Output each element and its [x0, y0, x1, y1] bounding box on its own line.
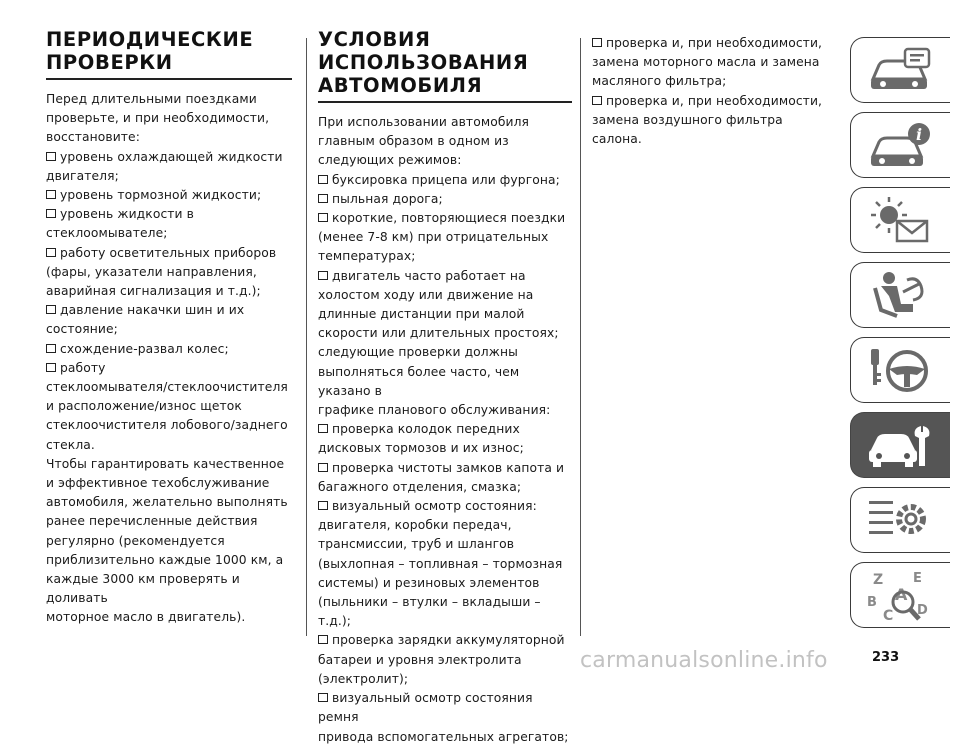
checklist-item-line — [318, 267, 572, 286]
checklist-continued — [592, 34, 832, 149]
checklist-item-text: стеклоомывателя/стеклоочистителя — [46, 380, 288, 395]
checklist-item-text: схождение-развал колес; — [60, 341, 229, 356]
checklist-item-text: визуальный осмотр состояния ремня — [318, 691, 533, 725]
checklist-item-line — [318, 728, 572, 747]
checklist-item-text: проверка и, при необходимости, — [606, 93, 823, 108]
checklist-item — [46, 340, 292, 359]
checklist-item-line — [318, 497, 572, 516]
checklist-item-line — [46, 378, 292, 397]
checklist — [46, 148, 292, 455]
checklist-item-line — [318, 670, 572, 689]
checklist-item-text: замена моторного масла и замена — [592, 55, 820, 70]
heading-rule — [318, 101, 572, 103]
checklist-item — [46, 359, 292, 455]
index-letter: B — [867, 595, 877, 610]
checklist-item — [46, 205, 292, 243]
checklist-item-line — [46, 397, 292, 416]
heading-rule — [46, 78, 292, 80]
checklist-item-text: уровень жидкости в — [60, 207, 195, 222]
checklist-item-line — [318, 574, 572, 593]
checklist-item — [318, 267, 572, 344]
checklist-item-line — [46, 436, 292, 455]
checklist-item-text: стеклоомывателе; — [46, 226, 168, 241]
checklist-item-line — [592, 34, 832, 53]
checklist-item-line — [318, 228, 572, 247]
checklist-item-line — [318, 247, 572, 266]
checklist-conditions — [318, 171, 572, 344]
checklist-item-text: длинные дистанции при малой — [318, 307, 525, 322]
section-heading — [318, 28, 572, 97]
seat-airbag-icon — [867, 270, 933, 322]
checklist-item-text: буксировка прицепа или фургона; — [332, 172, 560, 187]
checklist-item-text: (менее 7-8 км) при отрицательных — [318, 230, 549, 245]
heading-line: УСЛОВИЯ — [318, 28, 431, 51]
checklist-item — [46, 244, 292, 302]
checklist-item-text: (электролит); — [318, 671, 409, 686]
checkbox-bullet-icon — [318, 271, 328, 280]
checklist-item-text: короткие, повторяющиеся поездки — [332, 211, 566, 226]
checklist-item-text: трансмиссии, труб и шлангов — [318, 537, 515, 552]
checklist-item — [318, 209, 572, 267]
index-letter: Z — [873, 572, 884, 588]
text-line: главным образом в одном из — [318, 134, 509, 149]
checklist-item-text: (выхлопная – топливная – тормозная — [318, 556, 563, 571]
key-steering-wheel-icon — [867, 345, 933, 397]
car-info-icon — [867, 120, 933, 172]
checklist-item-line — [318, 593, 572, 631]
checkbox-bullet-icon — [318, 635, 328, 644]
tab-info[interactable] — [850, 112, 950, 178]
text-line: моторное масло в двигатель). — [46, 610, 246, 625]
text-line: регулярно (рекомендуется — [46, 533, 225, 548]
checklist-item — [318, 420, 572, 458]
checklist-item-line — [318, 209, 572, 228]
checkbox-bullet-icon — [318, 501, 328, 510]
tab-warnings[interactable] — [850, 187, 950, 253]
checklist-item-line — [592, 72, 832, 91]
checklist-item-line — [46, 282, 292, 301]
checkbox-bullet-icon — [46, 190, 56, 199]
heading-line: ПРОВЕРКИ — [46, 51, 173, 74]
text-line: выполняться более часто, чем указано в — [318, 364, 520, 398]
checklist-item-text: давление накачки шин и их — [60, 303, 245, 318]
tab-specifications[interactable] — [850, 487, 950, 553]
checklist-item-text: работу осветительных приборов — [60, 245, 277, 260]
checklist-item-line — [318, 171, 572, 190]
checklist-item-text: проверка чистоты замков капота и — [332, 460, 565, 475]
text-line: следующих режимов: — [318, 153, 462, 168]
checklist-item-text: пыльная дорога; — [332, 191, 443, 206]
heading-line: АВТОМОБИЛЯ — [318, 74, 483, 97]
checklist-item-line — [46, 148, 292, 167]
checklist-item-line — [318, 651, 572, 670]
text-line: следующие проверки должны — [318, 345, 518, 360]
checklist-item-text: стеклоочистителя лобового/заднего — [46, 418, 288, 433]
checklist-item — [46, 186, 292, 205]
text-line: графике планового обслуживания: — [318, 403, 551, 418]
tab-dashboard[interactable] — [850, 37, 950, 103]
intro-paragraph — [318, 113, 572, 171]
checklist-item-line — [318, 305, 572, 324]
checklist-item-text: (пыльники – втулки – вкладыши – т.д.); — [318, 595, 541, 629]
checklist-item-text: работу — [60, 360, 106, 375]
checklist-item-line — [318, 420, 572, 439]
checklist-item-text: холостом ходу или движение на — [318, 287, 534, 302]
car-wrench-icon — [867, 420, 933, 472]
checklist-item-line — [46, 167, 292, 186]
column-divider — [306, 38, 307, 636]
checklist-item — [318, 171, 572, 190]
text-line: и эффективное техобслуживание — [46, 476, 270, 491]
tab-maintenance[interactable] — [850, 412, 950, 478]
checklist-item-line — [46, 244, 292, 263]
checkbox-bullet-icon — [318, 424, 328, 433]
checkbox-bullet-icon — [46, 248, 56, 257]
checklist-item-text: проверка зарядки аккумуляторной — [332, 633, 565, 648]
alphabet-index-icon — [867, 570, 933, 622]
checklist-item-text: двигателя; — [46, 168, 119, 183]
checklist-item-line — [46, 320, 292, 339]
index-letter: A — [895, 585, 908, 604]
section-heading — [46, 28, 292, 74]
checklist-item-text: замена воздушного фильтра салона. — [592, 112, 783, 147]
checkbox-bullet-icon — [318, 194, 328, 203]
checklist-item — [318, 190, 572, 209]
tab-index[interactable] — [850, 562, 950, 628]
checklist-item-line — [592, 111, 832, 149]
car-dashboard-icon — [867, 45, 933, 97]
checkbox-bullet-icon — [318, 175, 328, 184]
index-letter: E — [913, 571, 922, 586]
checklist-item-line — [46, 263, 292, 282]
checklist-item-text: проверка и, при необходимости, — [606, 36, 823, 50]
checklist-item-text: стекла. — [46, 437, 95, 452]
index-letter: C — [883, 608, 894, 624]
text-line: проверьте, и при необходимости, — [46, 111, 270, 126]
checklist-item-line — [46, 416, 292, 435]
checklist-item-line — [46, 340, 292, 359]
checkbox-bullet-icon — [318, 213, 328, 222]
checklist-item-line — [318, 631, 572, 650]
column-continued — [592, 34, 832, 149]
checklist-item-line — [46, 359, 292, 378]
text-line: каждые 3000 км проверять и доливать — [46, 572, 240, 606]
checklist-item-text: уровень тормозной жидкости; — [60, 188, 262, 203]
checklist-item-text: температурах; — [318, 249, 416, 264]
outro-paragraph — [46, 455, 292, 628]
checklist-item — [318, 689, 572, 747]
tab-driving[interactable] — [850, 337, 950, 403]
checklist-item-text: масляного фильтра; — [592, 74, 727, 89]
checklist-item-line — [592, 92, 832, 111]
text-line: ранее перечисленные действия — [46, 514, 258, 529]
column-usage-conditions — [318, 28, 572, 747]
checklist-item-text: (фары, указатели направления, — [46, 264, 257, 279]
column-periodic-checks — [46, 28, 292, 628]
checklist-item-line — [318, 324, 572, 343]
checklist-item-text: состояние; — [46, 322, 118, 337]
checklist-item — [318, 459, 572, 497]
checklist-item-text: проверка колодок передних — [332, 422, 520, 437]
checklist-item-text: и расположение/износ щеток — [46, 399, 242, 414]
gear-specs-icon — [867, 495, 933, 547]
text-line: восстановите: — [46, 130, 140, 145]
index-letter: D — [917, 603, 928, 618]
checklist-item-text: системы) и резиновых элементов — [318, 575, 540, 590]
checklist-item-text: уровень охлаждающей жидкости — [60, 149, 283, 164]
checklist-item — [46, 301, 292, 339]
warning-light-message-icon — [867, 195, 933, 247]
checkbox-bullet-icon — [46, 209, 56, 218]
checklist-item-line — [46, 186, 292, 205]
column-divider — [580, 38, 581, 636]
checkbox-bullet-icon — [318, 463, 328, 472]
checklist-item — [592, 92, 832, 150]
middle-paragraph — [318, 343, 572, 420]
checklist-item-text: дисковых тормозов и их износ; — [318, 441, 524, 456]
text-line: приблизительно каждые 1000 км, а — [46, 552, 284, 567]
checklist-item-line — [46, 205, 292, 224]
checklist-item-text: двигателя, коробки передач, — [318, 518, 512, 533]
checklist-checks — [318, 420, 572, 746]
checklist-item-text: двигатель часто работает на — [332, 268, 526, 283]
checklist-item-text: багажного отделения, смазка; — [318, 479, 522, 494]
tab-safety[interactable] — [850, 262, 950, 328]
checklist-item — [318, 631, 572, 689]
checklist-item — [318, 497, 572, 631]
checklist-item-line — [318, 516, 572, 535]
text-line: При использовании автомобиля — [318, 115, 530, 129]
checklist-item-line — [318, 286, 572, 305]
svg-text:i: i — [915, 125, 923, 144]
checklist-item-line — [46, 224, 292, 243]
checkbox-bullet-icon — [592, 96, 602, 105]
checkbox-bullet-icon — [46, 344, 56, 353]
intro-paragraph — [46, 90, 292, 148]
checkbox-bullet-icon — [318, 693, 328, 702]
checklist-item-text: аварийная сигнализация и т.д.); — [46, 284, 261, 299]
checklist-item — [592, 34, 832, 92]
checklist-item-text: привода вспомогательных агрегатов; — [318, 729, 569, 744]
checklist-item — [46, 148, 292, 186]
checklist-item-text: скорости или длительных простоях; — [318, 326, 559, 341]
checkbox-bullet-icon — [46, 363, 56, 372]
page-number: 233 — [872, 650, 900, 665]
text-line: Перед длительными поездками — [46, 92, 257, 106]
checklist-item-line — [592, 53, 832, 72]
checklist-item-line — [318, 689, 572, 727]
checklist-item-text: батареи и уровня электролита — [318, 652, 522, 667]
checklist-item-line — [46, 301, 292, 320]
heading-line: ПЕРИОДИЧЕСКИЕ — [46, 28, 254, 51]
checklist-item-line — [318, 439, 572, 458]
heading-line: ИСПОЛЬЗОВАНИЯ — [318, 51, 529, 74]
checklist-item-line — [318, 478, 572, 497]
text-line: автомобиля, желательно выполнять — [46, 495, 288, 510]
checklist-item-line — [318, 459, 572, 478]
watermark: carmanualsonline.info — [580, 648, 828, 673]
checkbox-bullet-icon — [592, 38, 602, 47]
checkbox-bullet-icon — [46, 152, 56, 161]
checklist-item-line — [318, 190, 572, 209]
checkbox-bullet-icon — [46, 305, 56, 314]
text-line: Чтобы гарантировать качественное — [46, 456, 285, 471]
checklist-item-line — [318, 555, 572, 574]
checklist-item-line — [318, 535, 572, 554]
chapter-tabs — [850, 37, 950, 637]
checklist-item-text: визуальный осмотр состояния: — [332, 499, 537, 514]
